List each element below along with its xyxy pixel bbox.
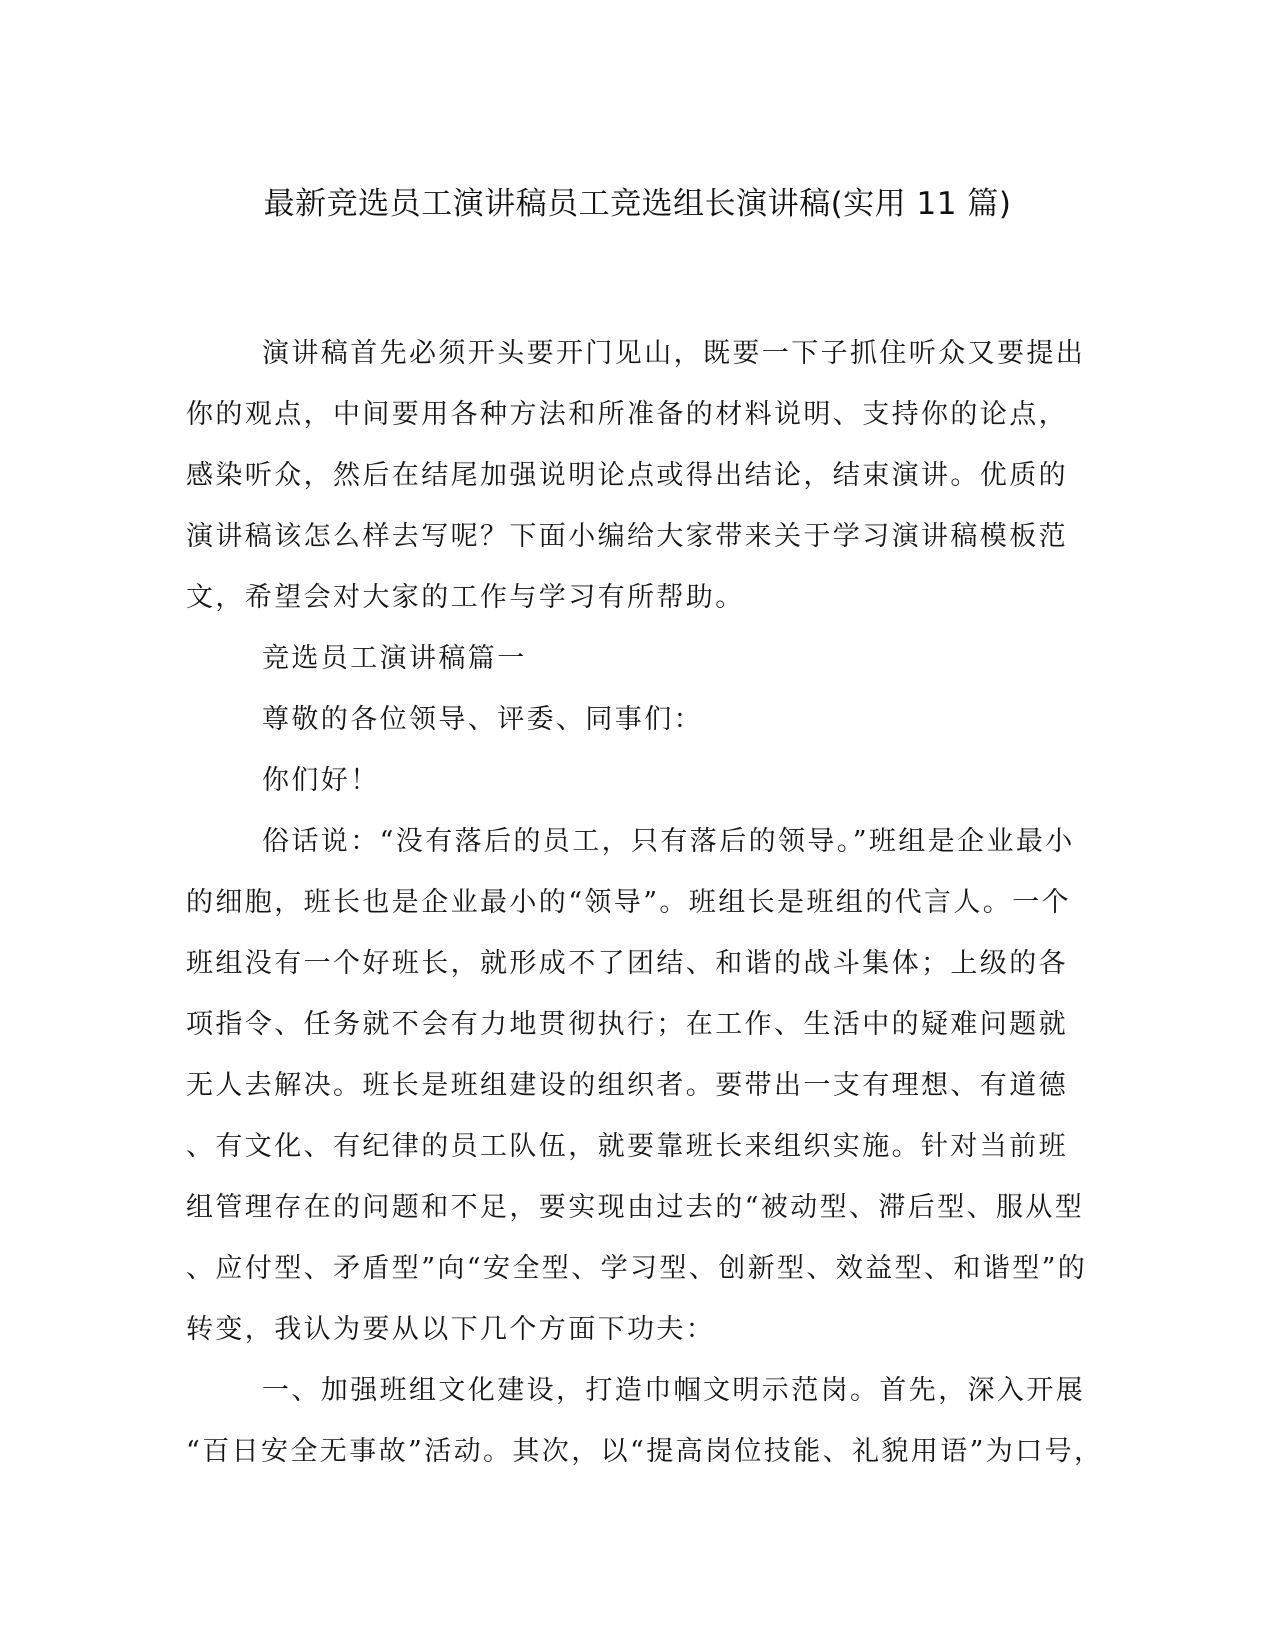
body-line: 感染听众，然后在结尾加强说明论点或得出结论，结束演讲。优质的 xyxy=(186,460,1068,491)
body-line: 文，希望会对大家的工作与学习有所帮助。 xyxy=(186,582,745,613)
body-line: 、应付型、矛盾型”向“安全型、学习型、创新型、效益型、和谐型”的 xyxy=(186,1253,1088,1284)
body-line: 无人去解决。班长是班组建设的组织者。要带出一支有理想、有道德 xyxy=(186,1070,1068,1101)
document-title: 最新竞选员工演讲稿员工竞选组长演讲稿(实用 11 篇) xyxy=(263,186,1012,222)
body-line: 转变，我认为要从以下几个方面下功夫： xyxy=(186,1314,716,1345)
body-line: 一、加强班组文化建设，打造巾帼文明示范岗。首先，深入开展 xyxy=(262,1375,1086,1406)
body-line: 的细胞，班长也是企业最小的“领导”。班组长是班组的代言人。一个 xyxy=(186,887,1072,918)
document-body xyxy=(186,323,1104,1482)
body-line: 你的观点，中间要用各种方法和所准备的材料说明、支持你的论点， xyxy=(186,399,1068,430)
body-line: 项指令、任务就不会有力地贯彻执行；在工作、生活中的疑难问题就 xyxy=(186,1009,1068,1040)
salutation: 尊敬的各位领导、评委、同事们： xyxy=(262,704,703,735)
body-line: 演讲稿首先必须开头要开门见山，既要一下子抓住听众又要提出 xyxy=(262,338,1086,369)
body-line: 演讲稿该怎么样去写呢？下面小编给大家带来关于学习演讲稿模板范 xyxy=(186,521,1068,552)
body-line: 、有文化、有纪律的员工队伍，就要靠班长来组织实施。针对当前班 xyxy=(186,1131,1068,1162)
body-line: 班组没有一个好班长，就形成不了团结、和谐的战斗集体；上级的各 xyxy=(186,948,1068,979)
body-line: 组管理存在的问题和不足，要实现由过去的“被动型、滞后型、服从型 xyxy=(186,1192,1085,1223)
section-heading: 竞选员工演讲稿篇一 xyxy=(262,643,527,674)
body-line: “百日安全无事故”活动。其次，以“提高岗位技能、礼貌用语”为口号， xyxy=(186,1436,1104,1467)
body-line: 俗话说：“没有落后的员工，只有落后的领导。”班组是企业最小 xyxy=(262,826,1075,857)
greeting: 你们好！ xyxy=(262,765,380,796)
